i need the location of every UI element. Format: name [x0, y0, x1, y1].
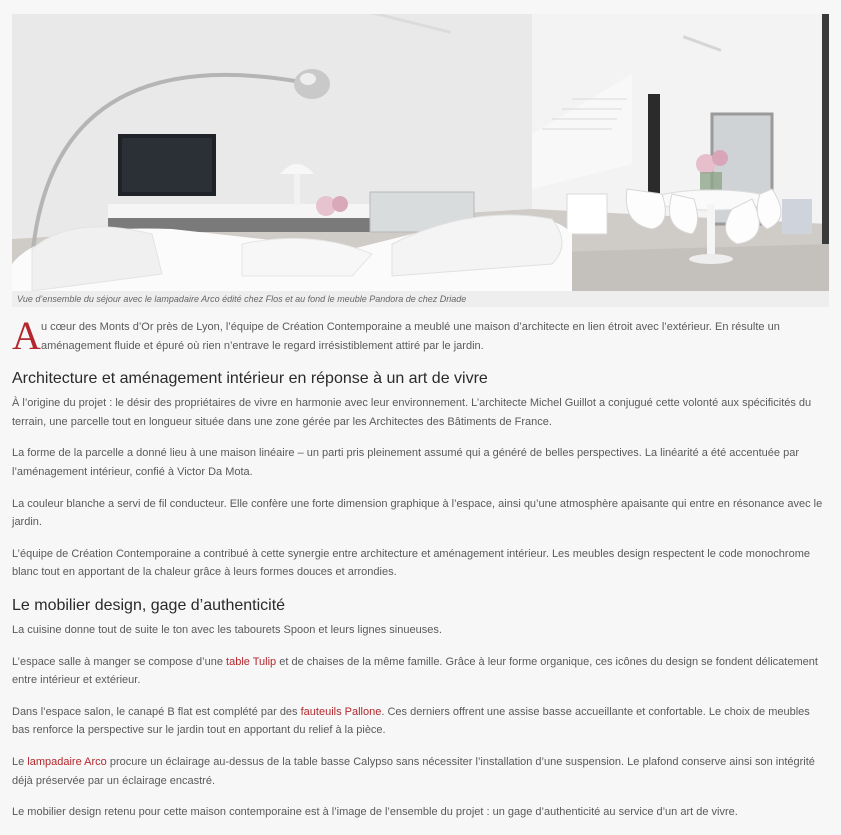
section-heading-mobilier: Le mobilier design, gage d’authenticité: [12, 596, 286, 614]
living-room-illustration: [12, 14, 829, 291]
paragraph: La cuisine donne tout de suite le ton avec les tabourets Spoon et leurs lignes sinueuses.: [12, 623, 442, 636]
link-table-tulip[interactable]: table Tulip: [226, 655, 277, 668]
paragraph-text: Le: [12, 755, 28, 768]
link-lampadaire-arco[interactable]: lampadaire Arco: [27, 755, 107, 768]
paragraph-text: . Ces derniers offrent une assise basse accueillante et confortable. Le choix de meubles bas renforce la perspective sur le jardin tout en apportant du relief à la pièce.: [12, 705, 810, 737]
paragraph-text: L’espace salle à manger se compose d’une: [12, 655, 227, 668]
paragraph-text: et de chaises de la même famille. Grâce à leur forme organique, ces icônes du design se fondent délicatement entre intérieur et extérieur.: [12, 655, 818, 687]
article-figure: [12, 14, 829, 307]
paragraph: L’équipe de Création Contemporaine a contribué à cette synergie entre architecture et aménagement intérieur. Les meubles design respectent le code monochrome blanc tout en apportant de la chaleur grâce à leurs formes douces et arrondies.: [12, 547, 810, 579]
paragraph: La forme de la parcelle a donné lieu à une maison linéaire – un parti pris pleinement assumé qui a généré de belles perspectives. La linéarité a été accentuée par l’aménagement intérieur, confié à Victor Da Mota.: [12, 447, 799, 478]
figure-caption: Vue d’ensemble du séjour avec le lampadaire Arco édité chez Flos et au fond le meuble Pandora de chez Driade: [12, 291, 829, 307]
paragraph: [12, 653, 830, 690]
paragraph-text: Dans l’espace salon, le canapé B flat est complété par des: [12, 705, 301, 718]
paragraph: À l’origine du projet : le désir des propriétaires de vivre en harmonie avec leur environnement. L’architecte Michel Guillot a conjugué cette volonté aux spécificités du terrain, une parcelle tout en longueur située dans une zone gérée par les Architectes des Bâtiments de France.: [12, 397, 812, 428]
living-room-photo: [12, 14, 829, 291]
link-fauteuils-pallone[interactable]: fauteuils Pallone: [300, 705, 382, 718]
dropcap: A: [12, 313, 41, 358]
article-body: [12, 313, 830, 835]
paragraph: Le mobilier design retenu pour cette maison contemporaine est à l’image de l’ensemble du projet : un gage d’authenticité au service d’un art de vivre.: [12, 806, 738, 819]
paragraph: La couleur blanche a servi de fil conducteur. Elle confère une forte dimension graphique à l’espace, ainsi qu’une atmosphère apaisante qui entre en résonance avec le jardin.: [12, 497, 823, 529]
paragraph-text: procure un éclairage au-dessus de la table basse Calypso sans nécessiter l’installation d’une suspension. Le plafond conserve ainsi son intégrité déjà préservée par un éclairage encastré.: [12, 755, 815, 787]
paragraph: [12, 703, 830, 740]
lead-text: u cœur des Monts d’Or près de Lyon, l’équipe de Création Contemporaine a meublé une maison d’architecte en lien étroit avec l’extérieur. En résulte un aménagement fluide et épuré où rien n’entrave le regard irrésistiblement attiré par le jardin.: [41, 321, 780, 352]
section-heading-architecture: Architecture et aménagement intérieur en réponse à un art de vivre: [12, 370, 488, 388]
paragraph: [12, 753, 830, 790]
lead-paragraph: [12, 313, 830, 358]
